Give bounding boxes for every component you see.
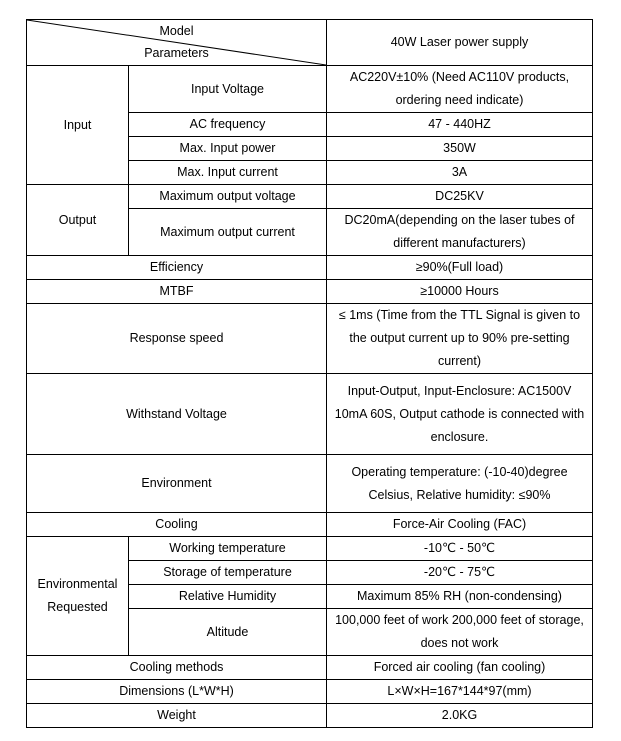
table-row: [27, 374, 593, 455]
table-row: [27, 704, 593, 728]
cooling-value: Force-Air Cooling (FAC): [327, 513, 593, 537]
table-row: [27, 256, 593, 280]
max-output-voltage-value: DC25KV: [327, 185, 593, 209]
table-row: [27, 455, 593, 513]
altitude-label: Altitude: [129, 609, 327, 656]
input-voltage-label: Input Voltage: [129, 66, 327, 113]
working-temperature-label: Working temperature: [129, 537, 327, 561]
working-temperature-value: -10℃ - 50℃: [327, 537, 593, 561]
max-input-current-value: 3A: [327, 161, 593, 185]
response-speed-value: ≤ 1ms (Time from the TTL Signal is given to the output current up to 90% pre-setting current): [327, 304, 593, 374]
table-row: [27, 280, 593, 304]
efficiency-value: ≥90%(Full load): [327, 256, 593, 280]
relative-humidity-label: Relative Humidity: [129, 585, 327, 609]
max-input-power-value: 350W: [327, 137, 593, 161]
max-output-current-label: Maximum output current: [129, 209, 327, 256]
spec-table: [26, 19, 593, 728]
product-name: 40W Laser power supply: [327, 20, 593, 66]
table-row: [27, 66, 593, 113]
cooling-label: Cooling: [27, 513, 327, 537]
max-output-current-value: DC20mA(depending on the laser tubes of different manufacturers): [327, 209, 593, 256]
input-voltage-value: AC220V±10% (Need AC110V products, ordering need indicate): [327, 66, 593, 113]
environment-label: Environment: [27, 455, 327, 513]
efficiency-label: Efficiency: [27, 256, 327, 280]
max-input-current-label: Max. Input current: [129, 161, 327, 185]
table-row: [27, 680, 593, 704]
response-speed-label: Response speed: [27, 304, 327, 374]
model-label: Model: [159, 24, 194, 38]
dimensions-value: L×W×H=167*144*97(mm): [327, 680, 593, 704]
table-row: [27, 656, 593, 680]
environment-value: Operating temperature: (-10-40)degree Celsius, Relative humidity: ≤90%: [327, 455, 593, 513]
max-input-power-label: Max. Input power: [129, 137, 327, 161]
storage-temperature-value: -20℃ - 75℃: [327, 561, 593, 585]
ac-frequency-value: 47 - 440HZ: [327, 113, 593, 137]
storage-temperature-label: Storage of temperature: [129, 561, 327, 585]
altitude-value: 100,000 feet of work 200,000 feet of storage, does not work: [327, 609, 593, 656]
max-output-voltage-label: Maximum output voltage: [129, 185, 327, 209]
environmental-requested-label: Environmental Requested: [27, 537, 129, 656]
relative-humidity-value: Maximum 85% RH (non-condensing): [327, 585, 593, 609]
withstand-voltage-label: Withstand Voltage: [27, 374, 327, 455]
withstand-voltage-value: Input-Output, Input-Enclosure: AC1500V 10mA 60S, Output cathode is connected with enclosure.: [327, 374, 593, 455]
ac-frequency-label: AC frequency: [129, 113, 327, 137]
dimensions-label: Dimensions (L*W*H): [27, 680, 327, 704]
cooling-methods-value: Forced air cooling (fan cooling): [327, 656, 593, 680]
header-diagonal-cell: [27, 20, 327, 66]
mtbf-label: MTBF: [27, 280, 327, 304]
table-row: [27, 304, 593, 374]
header-row: [27, 20, 593, 66]
output-group-label: Output: [27, 185, 129, 256]
table-row: [27, 537, 593, 561]
parameters-label: Parameters: [144, 46, 209, 60]
table-row: [27, 185, 593, 209]
cooling-methods-label: Cooling methods: [27, 656, 327, 680]
mtbf-value: ≥10000 Hours: [327, 280, 593, 304]
weight-label: Weight: [27, 704, 327, 728]
weight-value: 2.0KG: [327, 704, 593, 728]
table-row: [27, 513, 593, 537]
input-group-label: Input: [27, 66, 129, 185]
